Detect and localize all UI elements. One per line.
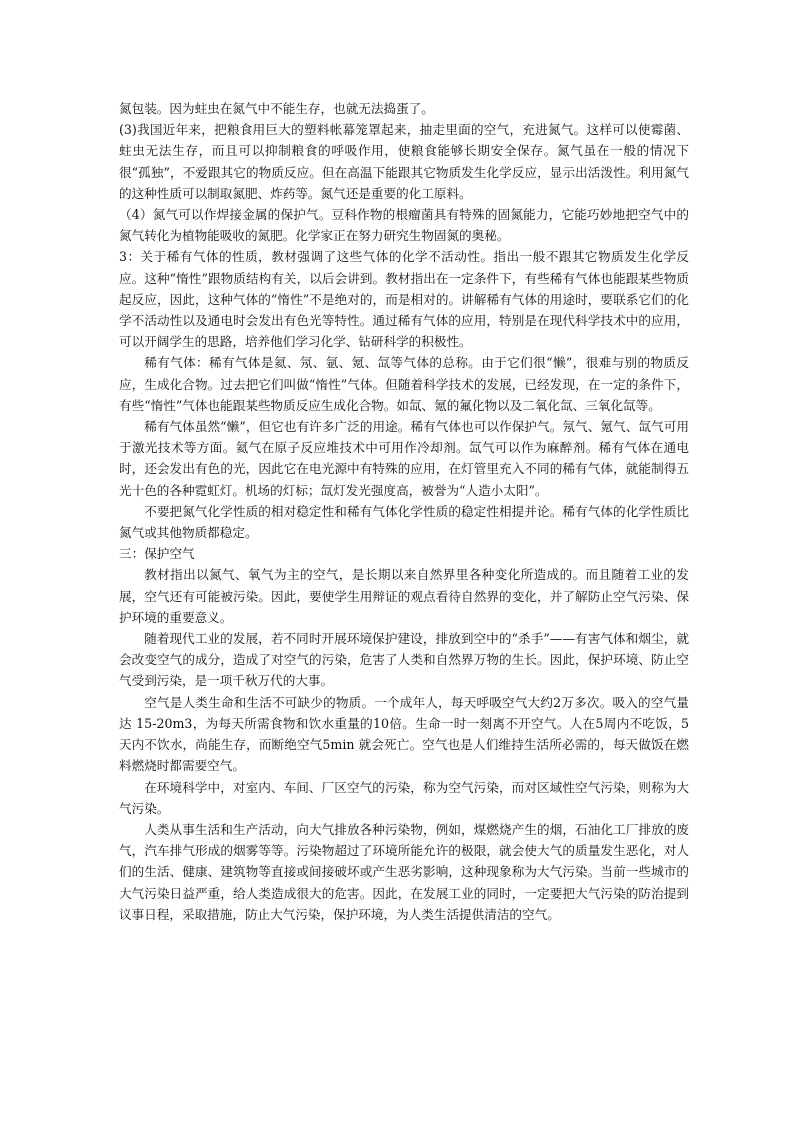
section-heading-protect-air: 三：保护空气	[119, 546, 195, 562]
paragraph-noble-gas-uses: 稀有气体虽然“懒”，但它也有许多广泛的用途。稀有气体也可以作保护气。氖气、氪气、氙气可用于激光技术等方面。氦气在原子反应堆技术中可用作冷却剂。氙气可以作为麻醉剂。稀有气体在通电时，还会发出有色的光，因此它在电光源中有特殊的应用，在灯管里充入不同的稀有气体，就能制得五光十色的各种霓虹灯。机场的灯标；氙灯发光强度高，被誉为“人造小太阳”。	[119, 419, 689, 498]
paragraph-atmospheric-pollution: 人类从事生活和生产活动，向大气排放各种污染物，例如，煤燃烧产生的烟，石油化工厂排放的废气，汽车排气形成的烟雾等等。污染物超过了环境所能允许的极限，就会使大气的质量发生恶化，对人们的生活、健康、建筑物等直接或间接破坏或产生恶劣影响，这种现象称为大气污染。当前一些城市的大气污染日益严重，给人类造成很大的危害。因此，在发展工业的同时，一定要把大气污染的防治提到议事日程，采取措施，防止大气污染，保护环境，为人类生活提供清洁的空气。	[119, 821, 689, 922]
paragraph-nitrogen-packaging: 氮包装。因为蛀虫在氮气中不能生存，也就无法捣蛋了。	[119, 101, 434, 116]
paragraph-noble-gas-definition: 稀有气体：稀有气体是氦、氖、氩、氪、氙等气体的总称。由于它们很“懒”，很难与别的物质反应，生成化合物。过去把它们叫做“惰性”气体。但随着科学技术的发展，已经发现，在一定的条件下，有些“惰性”气体也能跟某些物质反应生成化合物。如氙、氪的氟化物以及二氧化氙、三氧化氙等。	[119, 355, 689, 413]
document-page	[119, 98, 689, 925]
paragraph-pollution-definition: 在环境科学中，对室内、车间、厂区空气的污染，称为空气污染，而对区域性空气污染，则称为大气污染。	[119, 779, 689, 816]
paragraph-air-formation: 教材指出以氮气、氧气为主的空气，是长期以来自然界里各种变化所造成的。而且随着工业的发展，空气还有可能被污染。因此，要使学生用辩证的观点看待自然界的变化，并了解防止空气污染、保护环境的重要意义。	[119, 567, 689, 625]
paragraph-stability-note: 不要把氮气化学性质的相对稳定性和稀有气体化学性质的稳定性相提并论。稀有气体的化学性质比氮气或其他物质都稳定。	[119, 503, 689, 541]
paragraph-industrial-pollution: 随着现代工业的发展，若不同时开展环境保护建设，排放到空中的“杀手”——有害气体和烟尘，就会改变空气的成分，造成了对空气的污染，危害了人类和自然界万物的生长。因此，保护环境、防止空气受到污染，是一项千秋万代的大事。	[119, 631, 689, 689]
paragraph-grain-storage: (3)我国近年来，把粮食用巨大的塑料帐幕笼罩起来，抽走里面的空气，充进氮气。这样可以使霉菌、蛀虫无法生存，而且可以抑制粮食的呼吸作用，使粮食能够长期安全保存。氮气虽在一般的情况下很“孤独”，不爱跟其它的物质反应。但在高温下能跟其它物质发生化学反应，显示出活泼性。利用氮气的这种性质可以制取氮肥、炸药等。氮气还是重要的化工原料。	[119, 122, 689, 201]
paragraph-welding-protection: （4）氮气可以作焊接金属的保护气。豆科作物的根瘤菌具有特殊的固氮能力，它能巧妙地把空气中的氮气转化为植物能吸收的氮肥。化学家正在努力研究生物固氮的奥秘。	[119, 207, 689, 244]
paragraph-air-necessity: 空气是人类生命和生活不可缺少的物质。一个成年人，每天呼吸空气大约2万多次。吸入的空气量达 15-20m3，为每天所需食物和饮水重量的10倍。生命一时一刻离不开空气。人在5周内不吃饭，5天内不饮水，尚能生存，而断绝空气5min 就会死亡。空气也是人们维持生活所必需的，每天做饭在燃料燃烧时都需要空气。	[119, 694, 689, 774]
paragraph-noble-gas-properties: 3：关于稀有气体的性质，教材强调了这些气体的化学不活动性。指出一般不跟其它物质发生化学反应。这种“惰性”跟物质结构有关，以后会讲到。教材指出在一定条件下，有些稀有气体也能跟某些物质起反应，因此，这种气体的“惰性”不是绝对的，而是相对的。讲解稀有气体的用途时，要联系它们的化学不活动性以及通电时会发出有色光等特性。通过稀有气体的应用，特别是在现代科学技术中的应用，可以开阔学生的思路，培养他们学习化学、钻研科学的积极性。	[119, 249, 689, 350]
